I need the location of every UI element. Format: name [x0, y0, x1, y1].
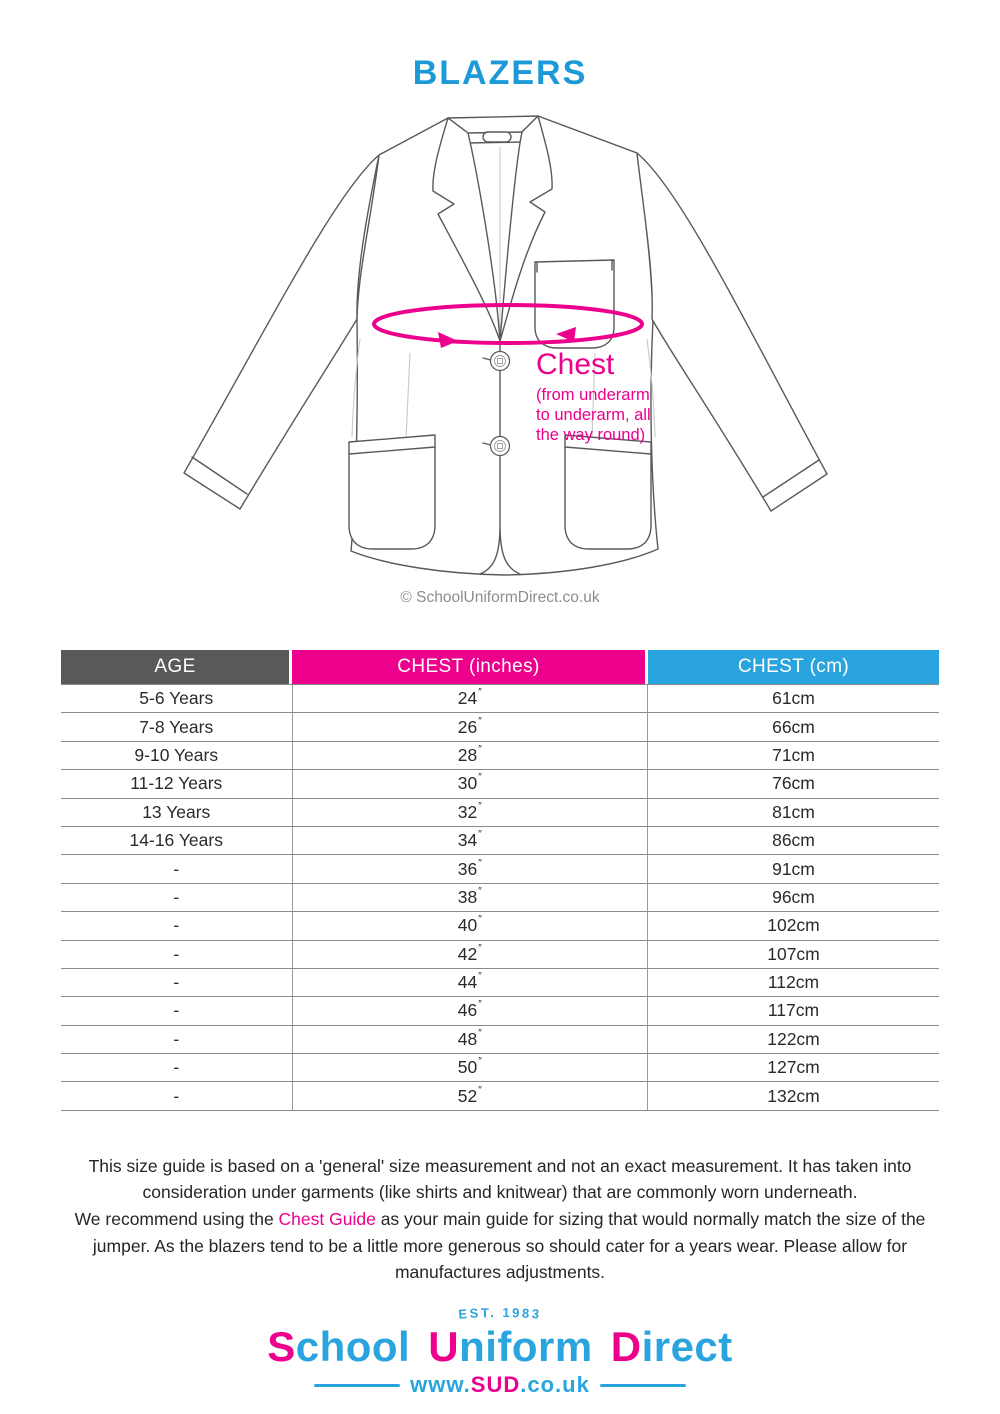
chest-inches-cell: 34 ″ — [292, 827, 648, 854]
logo-est-text: EST. 1983 — [457, 1304, 543, 1322]
size-table-header — [61, 650, 939, 684]
logo-rule-right — [600, 1384, 686, 1387]
chest-inches-cell: 28 ″ — [292, 742, 648, 769]
age-cell: - — [173, 915, 180, 936]
chest-cm-cell: 132cm — [647, 1082, 939, 1109]
table-row — [61, 1082, 939, 1110]
chest-inches-cell: 30 ″ — [292, 770, 648, 797]
inch-symbol: ″ — [478, 772, 482, 784]
note-paragraph-1: This size guide is based on a 'general' size measurement and not an exact measurement. It has taken into consideration under garments (like shirts and knitwear) that are commonly worn underneath. — [88, 1155, 912, 1203]
chest-cm-cell: 81cm — [647, 799, 939, 826]
blazer-diagram — [170, 101, 830, 613]
age-cell: - — [173, 858, 180, 879]
logo-word-uniform: Uniform — [428, 1322, 593, 1370]
inch-symbol: ″ — [478, 914, 482, 926]
note-text-after: as your main guide for sizing that would normally match the size of the jumper. As the blazers tend to be a little more generous so should cater for a years wear. Please allow for manufactures adjustments. — [92, 1209, 926, 1283]
inch-symbol: ″ — [478, 885, 482, 897]
chest-cm-cell: 86cm — [647, 827, 939, 854]
chest-cm-cell: 107cm — [647, 941, 939, 968]
age-cell: 13 Years — [142, 801, 211, 822]
chest-cm-cell: 61cm — [647, 685, 939, 712]
size-table-body — [61, 684, 939, 1111]
chest-cm-cell: 122cm — [647, 1026, 939, 1053]
chest-cm-cell: 71cm — [647, 742, 939, 769]
chest-desc-line2: to underarm, all — [536, 406, 651, 424]
logo-word-direct: Direct — [610, 1322, 733, 1370]
table-row — [61, 1054, 939, 1082]
inch-symbol: ″ — [478, 687, 482, 699]
inch-symbol: ″ — [478, 857, 482, 869]
table-row — [61, 799, 939, 827]
age-cell: - — [173, 1000, 180, 1021]
copyright-text: © SchoolUniformDirect.co.uk — [400, 589, 600, 606]
table-row — [61, 770, 939, 798]
age-cell: 5-6 Years — [139, 688, 214, 709]
table-row — [61, 997, 939, 1025]
age-cell: - — [173, 943, 180, 964]
svg-text:EST. 1983 — [458, 1305, 542, 1322]
table-row — [61, 855, 939, 883]
chest-inches-cell: 38 ″ — [292, 884, 648, 911]
table-row — [61, 884, 939, 912]
inch-symbol: ″ — [478, 715, 482, 727]
inch-symbol: ″ — [478, 1084, 482, 1096]
table-row — [61, 969, 939, 997]
chest-cm-cell: 66cm — [647, 713, 939, 740]
inch-symbol: ″ — [478, 999, 482, 1011]
age-cell: - — [173, 972, 180, 993]
chest-cm-cell: 127cm — [647, 1054, 939, 1081]
chest-cm-cell: 117cm — [647, 997, 939, 1024]
age-cell: 11-12 Years — [130, 773, 223, 794]
age-cell: 9-10 Years — [134, 744, 219, 765]
chest-inches-cell: 36 ″ — [292, 855, 648, 882]
chest-inches-cell: 48 ″ — [292, 1026, 648, 1053]
brand-logo — [0, 1298, 1000, 1398]
column-header-chest-cm: CHEST (cm) — [648, 650, 939, 684]
inch-symbol: ″ — [478, 971, 482, 983]
table-row — [61, 685, 939, 713]
table-row — [61, 1026, 939, 1054]
age-cell: - — [173, 886, 180, 907]
age-cell: - — [173, 1057, 180, 1078]
logo-url-text[interactable]: www.SUD.co.uk — [410, 1372, 590, 1398]
lower-left-pocket — [349, 435, 435, 549]
note-paragraph-2 — [44, 1206, 956, 1286]
table-row — [61, 827, 939, 855]
chest-label: Chest — [536, 348, 615, 381]
table-row — [61, 742, 939, 770]
table-row — [61, 713, 939, 741]
table-row — [61, 912, 939, 940]
chest-inches-cell: 24 ″ — [292, 685, 648, 712]
table-row — [61, 941, 939, 969]
chest-cm-cell: 76cm — [647, 770, 939, 797]
logo-rule-left — [314, 1384, 400, 1387]
chest-cm-cell: 102cm — [647, 912, 939, 939]
chest-cm-cell: 112cm — [647, 969, 939, 996]
chest-desc-line3: the way round) — [536, 426, 646, 444]
chest-cm-cell: 96cm — [647, 884, 939, 911]
inch-symbol: ″ — [478, 1027, 482, 1039]
logo-wordmark — [0, 1324, 1000, 1370]
blazer-right-sleeve — [637, 153, 827, 511]
chest-inches-cell: 40 ″ — [292, 912, 648, 939]
chest-inches-cell: 42 ″ — [292, 941, 648, 968]
inch-symbol: ″ — [478, 800, 482, 812]
chest-inches-cell: 44 ″ — [292, 969, 648, 996]
chest-inches-cell: 46 ″ — [292, 997, 648, 1024]
logo-url-row — [0, 1372, 1000, 1398]
lower-right-pocket — [565, 435, 651, 549]
size-table — [61, 650, 939, 1111]
logo-word-school: School — [267, 1322, 411, 1370]
chest-desc-line1: (from underarm — [536, 386, 650, 404]
age-cell: - — [173, 1028, 180, 1049]
page-title: BLAZERS — [412, 54, 588, 92]
chest-cm-cell: 91cm — [647, 855, 939, 882]
column-header-chest-inches: CHEST (inches) — [292, 650, 645, 684]
inch-symbol: ″ — [478, 743, 482, 755]
chest-inches-cell: 50 ″ — [292, 1054, 648, 1081]
inch-symbol: ″ — [478, 829, 482, 841]
chest-guide-link[interactable]: Chest Guide — [278, 1209, 376, 1230]
hanger-loop — [483, 132, 511, 142]
chest-inches-cell: 32 ″ — [292, 799, 648, 826]
size-guide-notes — [44, 1153, 956, 1286]
age-cell: 7-8 Years — [139, 716, 214, 737]
age-cell: - — [173, 1085, 180, 1106]
age-cell: 14-16 Years — [129, 830, 223, 851]
column-header-age: AGE — [61, 650, 289, 684]
note-text-before: We recommend using the — [74, 1209, 279, 1230]
inch-symbol: ″ — [478, 942, 482, 954]
inch-symbol: ″ — [478, 1056, 482, 1068]
chest-inches-cell: 26 ″ — [292, 713, 648, 740]
chest-inches-cell: 52 ″ — [292, 1082, 648, 1109]
